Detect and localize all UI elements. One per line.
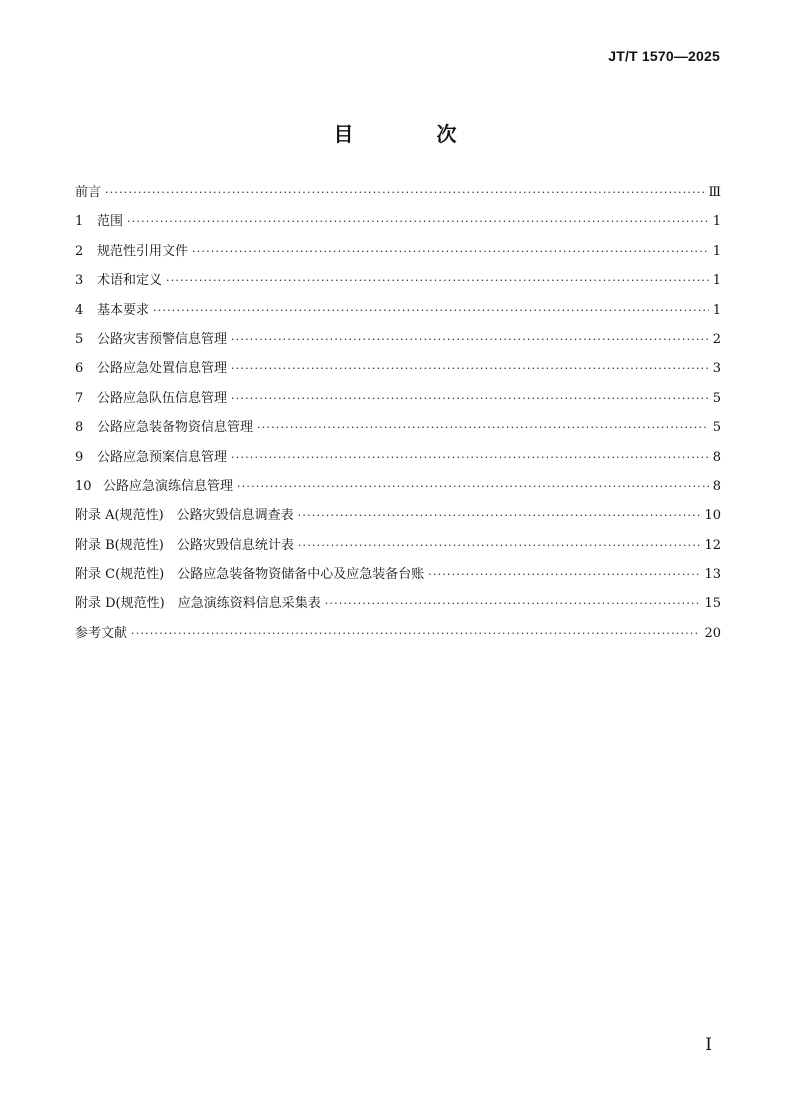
toc-entry-annex-b[interactable]: [75, 537, 721, 566]
toc-entry-label: 公路应急预案信息管理: [97, 449, 228, 465]
toc-entry-number: 2: [75, 243, 84, 259]
toc-dot-leader: [257, 419, 709, 437]
toc-entry-annex-a[interactable]: [75, 507, 721, 536]
toc-entry-label: 附录 A(规范性) 公路灾毁信息调查表: [75, 508, 294, 524]
toc-dot-leader: [237, 478, 709, 496]
toc-entry-label: 公路应急演练信息管理: [103, 478, 234, 494]
toc-entry-number: 3: [75, 273, 84, 289]
toc-page-number: 1: [712, 214, 721, 230]
toc-entry-6[interactable]: [75, 360, 721, 389]
page-title: 目 次: [333, 122, 495, 146]
toc-entry-annex-d[interactable]: [75, 595, 721, 624]
toc-dot-leader: [166, 272, 709, 290]
toc-dot-leader: [105, 184, 704, 202]
toc-dot-leader: [325, 595, 701, 613]
toc-entry-label: 公路应急队伍信息管理: [97, 390, 228, 406]
standard-code: JT/T 1570—2025: [608, 48, 720, 64]
toc-page-number: 1: [712, 243, 721, 259]
toc-entry-8[interactable]: [75, 419, 721, 448]
toc-page-number: 10: [704, 508, 721, 524]
toc-entry-label: 范围: [97, 214, 124, 230]
toc-page-number: 5: [712, 390, 721, 406]
toc-page-number: 8: [712, 449, 721, 465]
toc-dot-leader: [298, 507, 701, 525]
toc-page-number: 5: [712, 420, 721, 436]
toc-page-number: 20: [704, 625, 721, 641]
toc-page-number: 12: [704, 537, 721, 553]
toc-entry-label: 附录 C(规范性) 公路应急装备物资储备中心及应急装备台账: [75, 567, 425, 583]
toc-dot-leader: [231, 449, 709, 467]
toc-entry-label: 公路应急装备物资信息管理: [97, 420, 254, 436]
toc-entry-label: 术语和定义: [97, 273, 163, 289]
toc-page-number: 8: [712, 478, 721, 494]
toc-entry-annex-c[interactable]: [75, 566, 721, 595]
toc-dot-leader: [231, 360, 709, 378]
toc-entry-number: 7: [75, 390, 84, 406]
toc-entry-number: 1: [75, 214, 84, 230]
page-number: I: [705, 1035, 712, 1055]
toc-entry-label: 参考文献: [75, 625, 128, 641]
toc-entry-1[interactable]: [75, 213, 721, 242]
toc-entry-number: 6: [75, 361, 84, 377]
toc-dot-leader: [131, 625, 700, 643]
toc-entry-number: 8: [75, 420, 84, 436]
toc-dot-leader: [231, 390, 709, 408]
toc-dot-leader: [192, 243, 709, 261]
toc-page-number: 1: [712, 302, 721, 318]
toc-page-number: 13: [704, 567, 721, 583]
toc-entry-label: 公路应急处置信息管理: [97, 361, 228, 377]
toc-dot-leader: [298, 537, 701, 555]
toc-entry-number: 5: [75, 331, 84, 347]
toc-page-number: Ⅲ: [708, 185, 721, 200]
toc-entry-2[interactable]: [75, 243, 721, 272]
toc-dot-leader: [428, 566, 700, 584]
toc-entry-label: 前言: [75, 185, 102, 200]
table-of-contents: [75, 184, 721, 654]
toc-entry-preface[interactable]: [75, 184, 721, 213]
toc-page-number: 3: [712, 361, 721, 377]
toc-entry-5[interactable]: [75, 331, 721, 360]
toc-entry-9[interactable]: [75, 449, 721, 478]
toc-entry-10[interactable]: [75, 478, 721, 507]
toc-entry-label: 公路灾害预警信息管理: [97, 331, 228, 347]
toc-entry-3[interactable]: [75, 272, 721, 301]
toc-entry-4[interactable]: [75, 302, 721, 331]
toc-entry-7[interactable]: [75, 390, 721, 419]
toc-entry-number: 9: [75, 449, 84, 465]
toc-entry-number: 4: [75, 302, 84, 318]
toc-page-number: 15: [704, 596, 721, 612]
toc-entry-label: 规范性引用文件: [97, 243, 189, 259]
toc-entry-label: 基本要求: [97, 302, 150, 318]
toc-dot-leader: [231, 331, 709, 349]
toc-entry-number: 10: [75, 478, 92, 494]
toc-page-number: 1: [712, 273, 721, 289]
toc-entry-label: 附录 D(规范性) 应急演练资料信息采集表: [75, 596, 321, 612]
toc-dot-leader: [153, 302, 709, 320]
toc-page-number: 2: [712, 331, 721, 347]
toc-dot-leader: [127, 213, 709, 231]
toc-entry-references[interactable]: [75, 625, 721, 654]
toc-entry-label: 附录 B(规范性) 公路灾毁信息统计表: [75, 537, 294, 553]
